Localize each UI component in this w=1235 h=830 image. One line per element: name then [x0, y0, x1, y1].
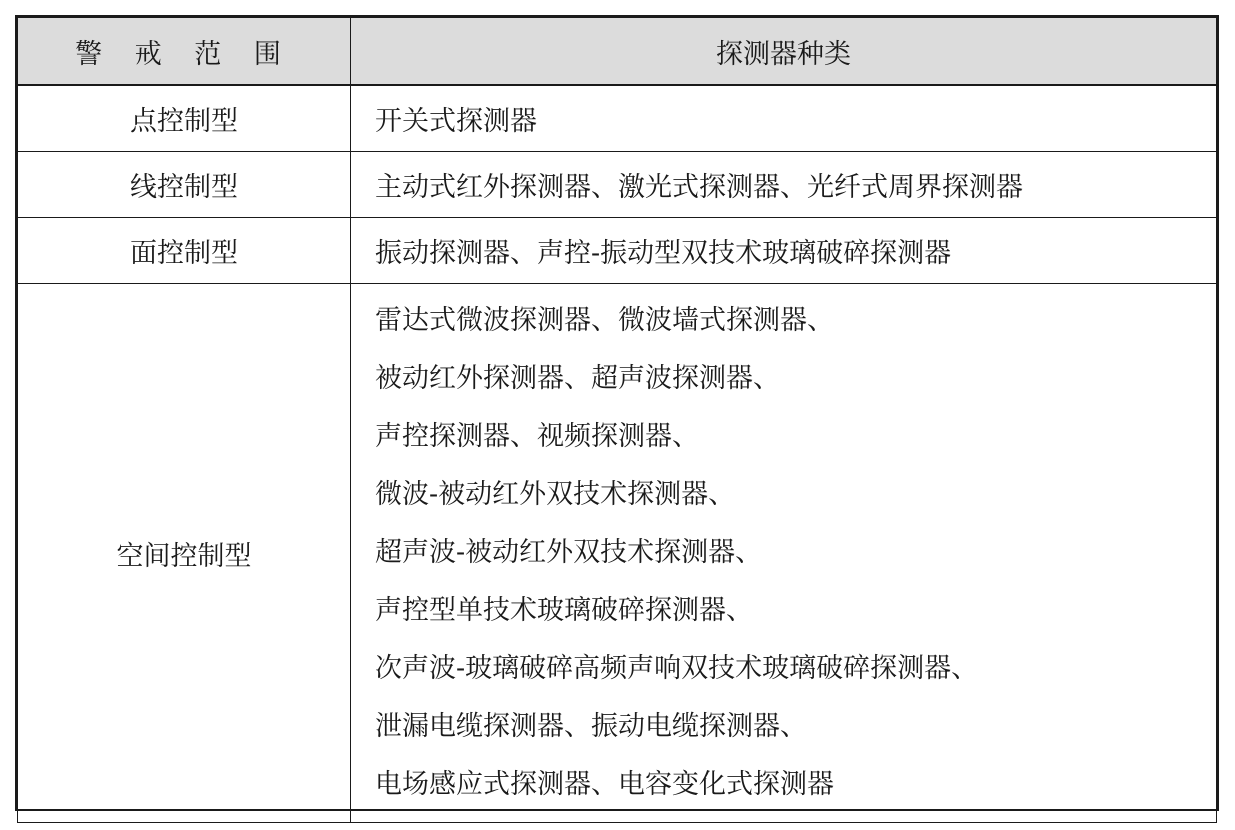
table-row [18, 85, 1217, 152]
detector-line: 声控型单技术玻璃破碎探测器、 [375, 595, 753, 626]
range-cell: 面控制型 [18, 218, 351, 284]
table-row [18, 284, 1217, 823]
detector-line: 雷达式微波探测器、微波墙式探测器、 [375, 305, 834, 336]
detector-line: 次声波-玻璃破碎高频声响双技术玻璃破碎探测器、 [375, 653, 979, 684]
table-header-row [18, 18, 1217, 86]
table-row [18, 218, 1217, 284]
detector-line: 微波-被动红外双技术探测器、 [375, 479, 736, 510]
header-range: 警 戒 范 围 [18, 18, 351, 86]
detector-table [17, 17, 1217, 823]
detector-line: 被动红外探测器、超声波探测器、 [375, 363, 780, 394]
detector-line: 声控探测器、视频探测器、 [375, 421, 699, 452]
detector-table-container [15, 15, 1219, 811]
detector-cell: 主动式红外探测器、激光式探测器、光纤式周界探测器 [351, 152, 1217, 218]
header-detector-types: 探测器种类 [351, 18, 1217, 86]
range-cell: 空间控制型 [18, 284, 351, 823]
detector-cell [351, 284, 1217, 823]
range-cell: 点控制型 [18, 85, 351, 152]
detector-cell: 振动探测器、声控-振动型双技术玻璃破碎探测器 [351, 218, 1217, 284]
detector-line: 电场感应式探测器、电容变化式探测器 [375, 769, 834, 800]
detector-cell: 开关式探测器 [351, 85, 1217, 152]
table-row [18, 152, 1217, 218]
range-cell: 线控制型 [18, 152, 351, 218]
detector-line: 泄漏电缆探测器、振动电缆探测器、 [375, 711, 807, 742]
detector-line: 超声波-被动红外双技术探测器、 [375, 537, 763, 568]
